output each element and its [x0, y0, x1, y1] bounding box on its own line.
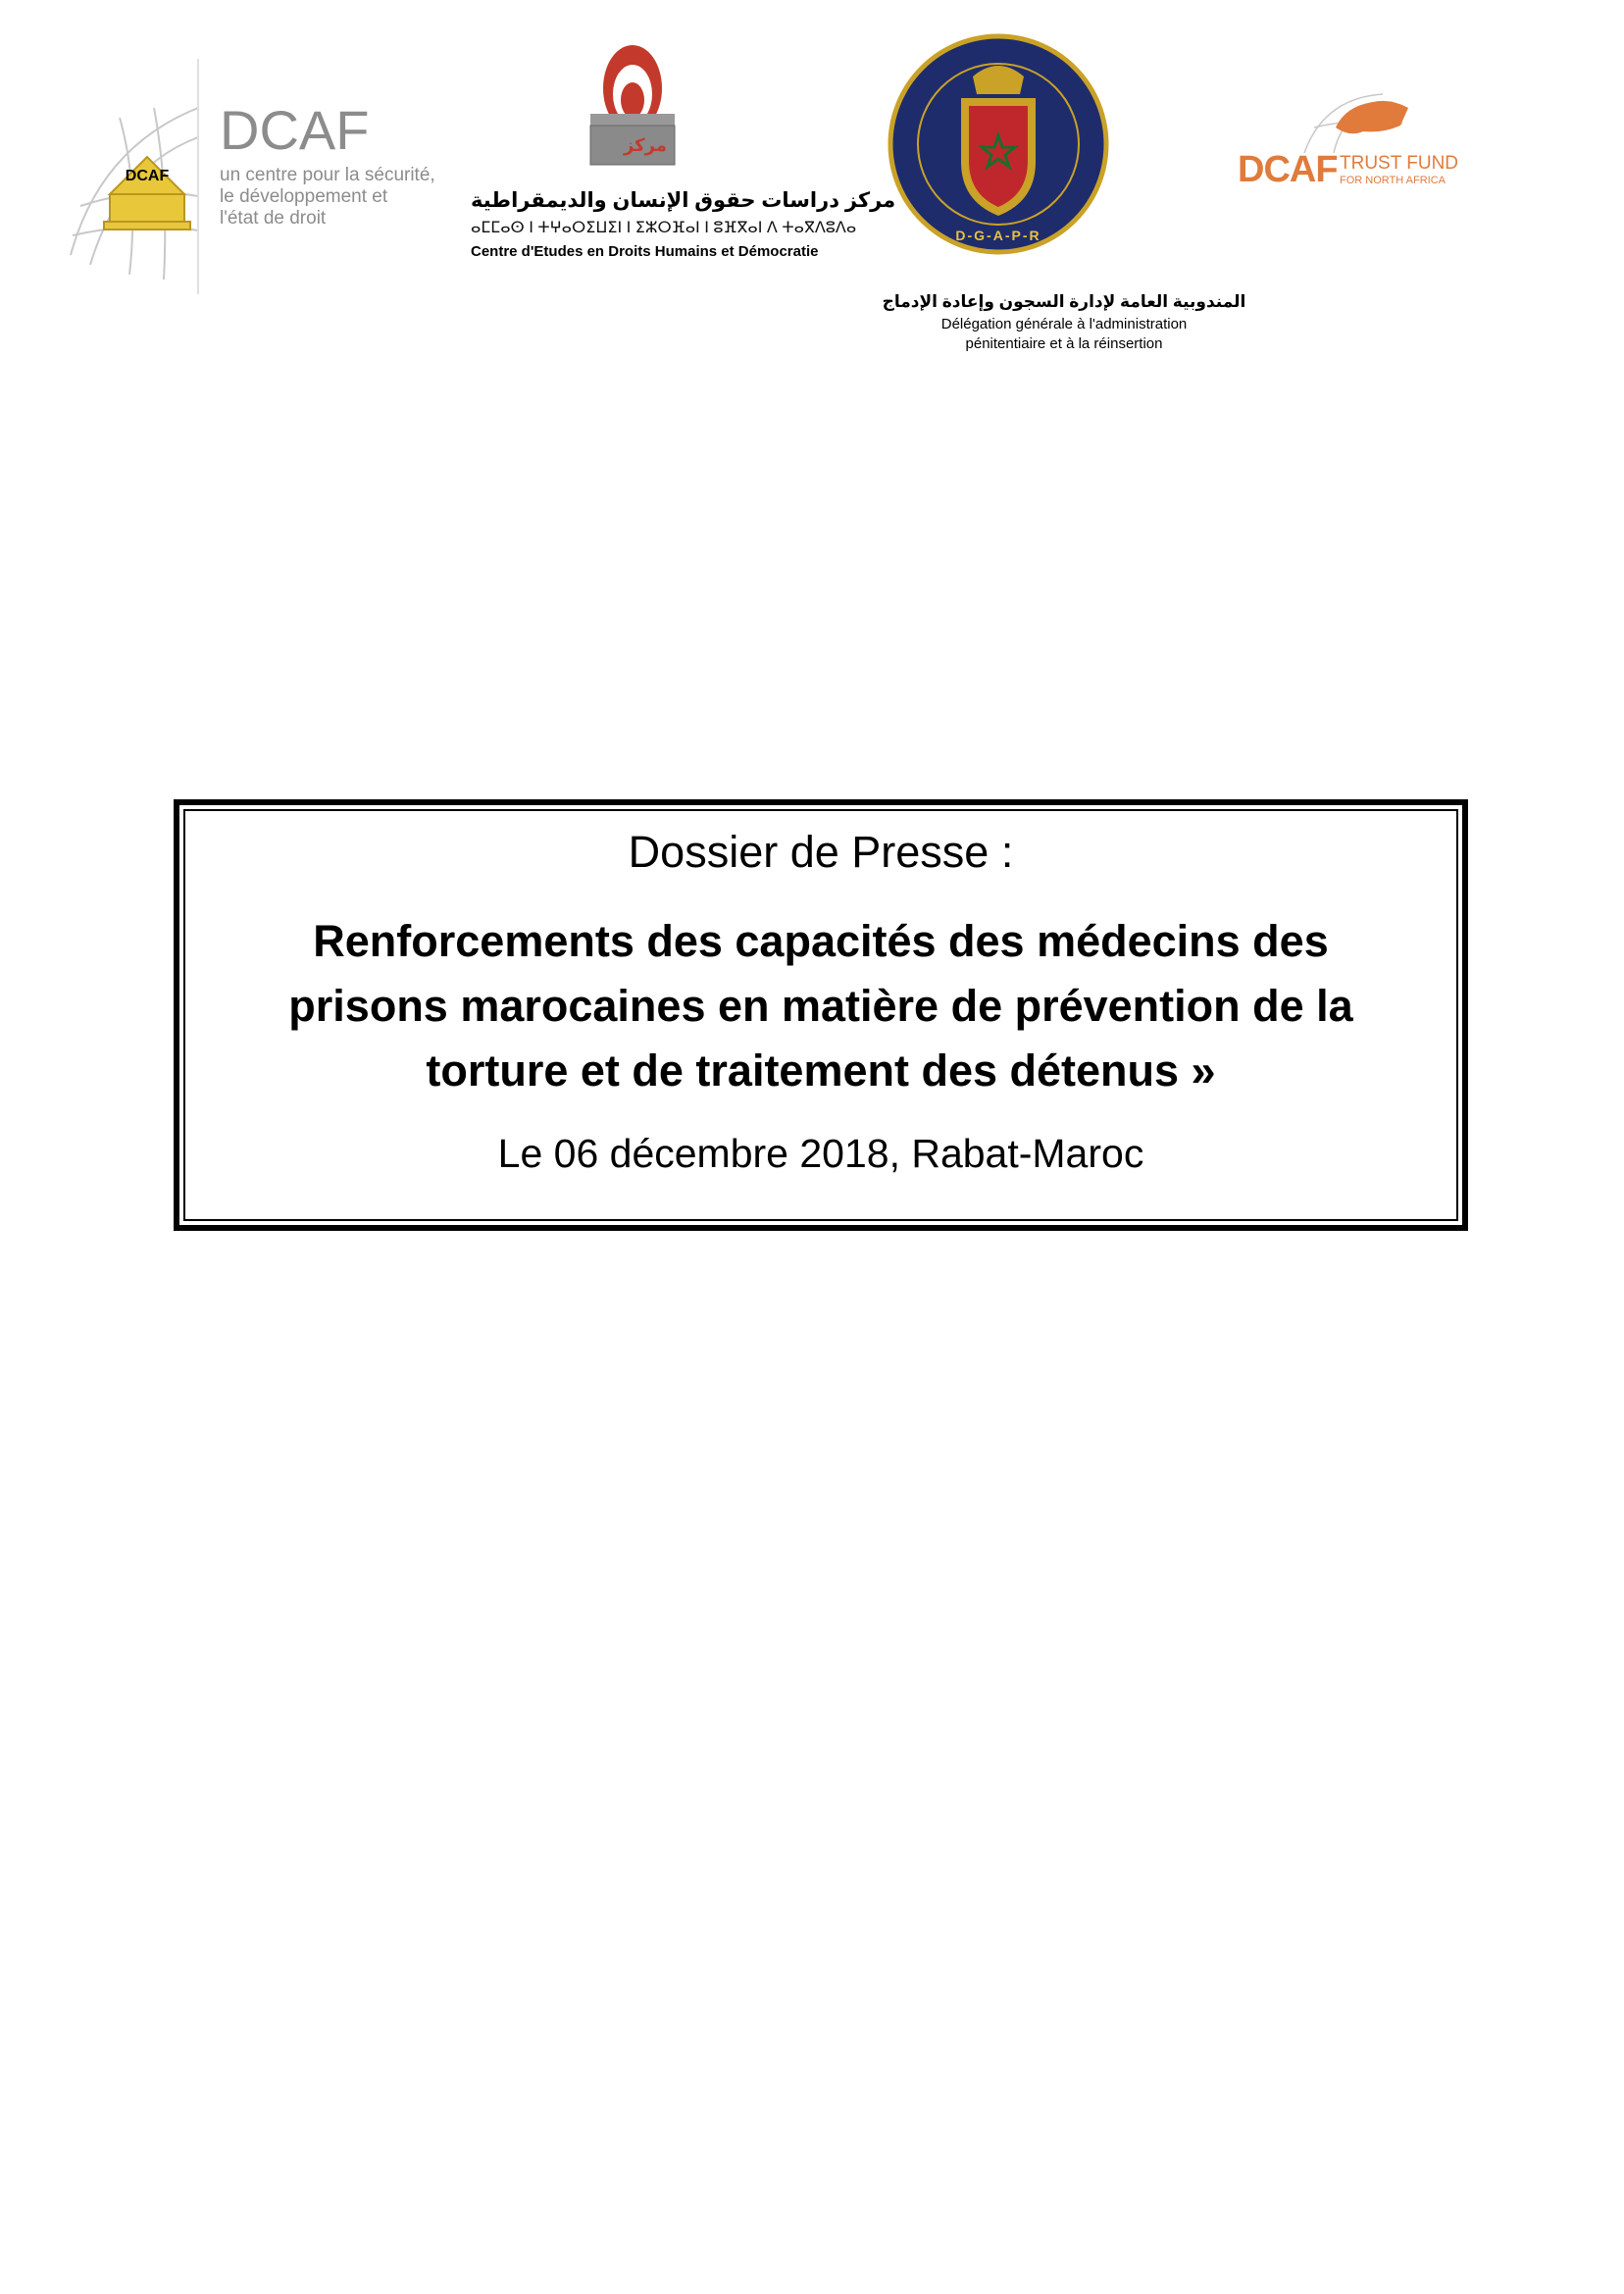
markaz-arabic-name: مركز دراسات حقوق الإنسان والديمقراطية: [471, 189, 896, 212]
headline-line: prisons marocaines en matière de prévention de la: [288, 981, 1353, 1031]
dgapr-seal: [853, 29, 1275, 284]
headline-line: Renforcements des capacités des médecins des: [313, 916, 1329, 966]
dcaf-tagline: [220, 165, 435, 229]
markaz-logo: [471, 29, 896, 275]
dcaf-tagline-line: l'état de droit: [220, 208, 327, 229]
dgapr-seal-label: D-G-A-P-R: [955, 228, 1041, 243]
trust-fund-globe-icon: [1236, 88, 1481, 157]
dcaf-globe-emblem: [61, 29, 433, 294]
dcaf-tagline-line: le développement et: [220, 186, 388, 207]
trust-fund-region: FOR NORTH AFRICA: [1340, 175, 1446, 186]
dgapr-logo: [853, 29, 1275, 363]
document-headline: [179, 909, 1462, 1103]
dcaf-tagline-line: un centre pour la sécurité,: [220, 165, 435, 185]
dcaf-logo: [61, 29, 433, 294]
dgapr-arabic-name: المندوبية العامة لإدارة السجون وإعادة الإدماج: [882, 292, 1246, 311]
markaz-emblem-label: مركز: [623, 135, 667, 155]
markaz-emblem: [471, 29, 794, 186]
trust-fund-dcaf: DCAF: [1238, 149, 1338, 190]
document-kicker: Dossier de Presse :: [628, 827, 1014, 877]
dcaf-emblem-label: DCAF: [125, 168, 170, 184]
markaz-tifinagh-name: ⴰⵎⵎⴰⵙ ⵏ ⵜⵖⴰⵔⵉⵡⵉⵏ ⵏ ⵉⵣⵔⴼⴰⵏ ⵏ ⵓⴼⴳⴰⵏ ⴷ ⵜⴰⴳⴷⵓⴷⴰ: [471, 220, 857, 236]
document-dateline: Le 06 décembre 2018, Rabat-Maroc: [497, 1131, 1144, 1176]
title-box: [174, 799, 1468, 1231]
headline-line: torture et de traitement des détenus »: [426, 1045, 1216, 1096]
dcaf-trust-fund-logo: [1236, 88, 1481, 206]
dcaf-name: DCAF: [220, 99, 370, 161]
trust-fund-label: TRUST FUND: [1340, 153, 1459, 174]
dgapr-french-line: pénitentiaire et à la réinsertion: [965, 335, 1163, 352]
markaz-french-name: Centre d'Etudes en Droits Humains et Démocratie: [471, 243, 819, 260]
dgapr-french-line: Délégation générale à l'administration: [940, 316, 1188, 332]
